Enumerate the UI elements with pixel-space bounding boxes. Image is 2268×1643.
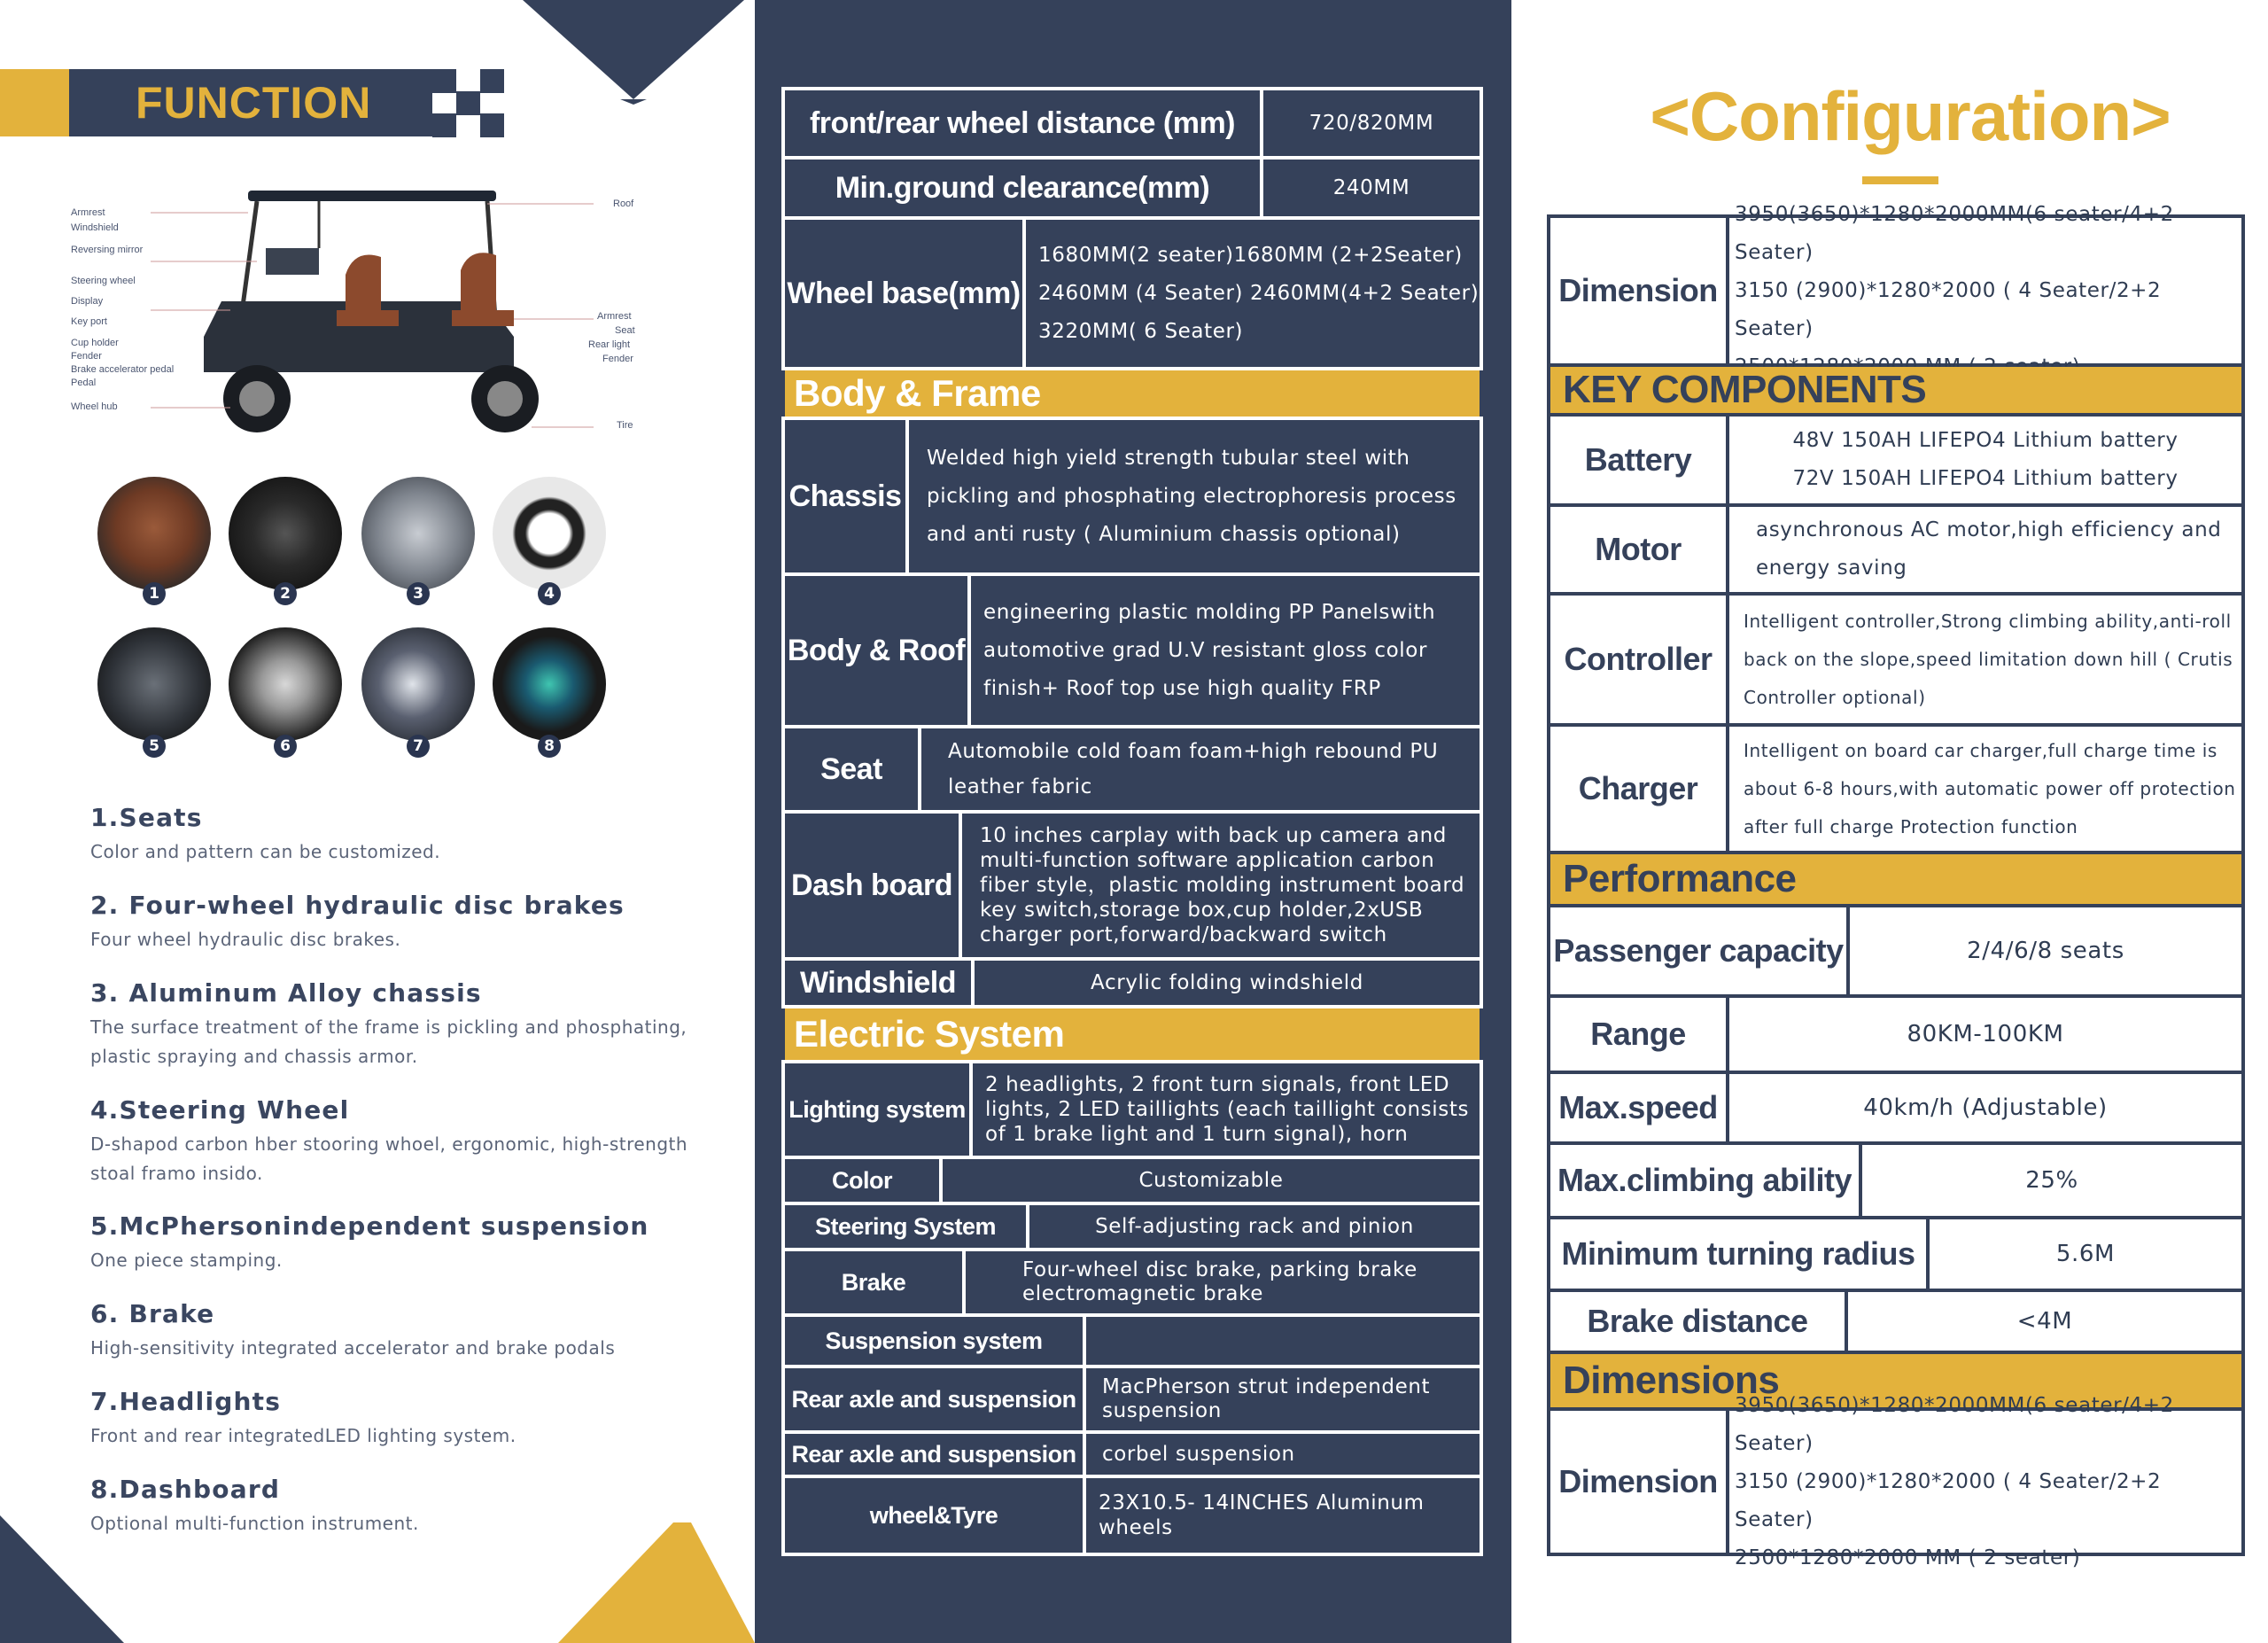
spec-label: Windshield — [785, 961, 975, 1005]
spec-row-rear-axle-1 — [781, 1365, 1483, 1434]
feature-item — [90, 1387, 711, 1451]
spec-row-chassis — [781, 417, 1483, 576]
right-panel — [1511, 0, 2268, 1643]
config-row-climbing — [1547, 1141, 2245, 1219]
spec-row-ground-clearance — [781, 156, 1483, 220]
feature-title: 7.Headlights — [90, 1387, 282, 1416]
diagram-label: Roof — [613, 199, 634, 209]
spec-label: wheel&Tyre — [785, 1478, 1086, 1553]
config-label: Motor — [1550, 507, 1729, 592]
diagram-label: Fender — [602, 354, 633, 364]
middle-panel — [755, 0, 1511, 1643]
seats-thumb — [97, 477, 211, 590]
feature-item — [90, 1211, 711, 1275]
feature-desc: The surface treatment of the frame is pickling and phosphating, plastic spraying and chassis armor. — [90, 1016, 687, 1067]
config-row-passenger — [1547, 904, 2245, 998]
diagram-label: Seat — [615, 325, 635, 336]
spec-label: front/rear wheel distance (mm) — [785, 90, 1263, 156]
left-panel — [0, 0, 755, 1643]
config-row-dimension-top — [1547, 202, 2245, 367]
spec-row-seat — [781, 725, 1483, 814]
spec-row-steering — [781, 1202, 1483, 1251]
spec-label: Steering System — [785, 1205, 1029, 1248]
feature-desc: Color and pattern can be customized. — [90, 841, 441, 862]
diagram-label: Rear light — [588, 339, 631, 350]
top-triangle-decor — [523, 0, 755, 105]
config-label: Range — [1550, 998, 1729, 1071]
spec-value: Automobile cold foam foam+high rebound PU leather fabric — [948, 740, 1439, 798]
feature-item — [90, 1299, 711, 1363]
spec-value: engineering plastic molding PP Panelswith automotive grad U.V resistant gloss color finish+ Roof top use high quality FRP — [983, 600, 1436, 700]
config-value: Intelligent on board car charger,full charge time is about 6-8 hours,with automatic power off protection after full charge Protection function — [1744, 739, 2236, 837]
feature-desc: One piece stamping. — [90, 1250, 283, 1271]
brake-pedal-thumb — [229, 627, 342, 741]
section-electric-system: Electric System — [785, 1008, 1480, 1060]
config-value: asynchronous AC motor,high efficiency and energy saving — [1756, 518, 2222, 580]
feature-item — [90, 978, 711, 1071]
config-label: Battery — [1550, 417, 1729, 503]
feature-desc: Front and rear integratedLED lighting system. — [90, 1425, 517, 1446]
config-row-dimension-bottom — [1547, 1407, 2245, 1569]
spec-row-lighting — [781, 1060, 1483, 1159]
thumb-number: 5 — [143, 735, 166, 758]
diagram-label: Key port — [71, 316, 107, 327]
spec-value: 1680MM(2 seater)1680MM (2+2Seater) 2460MM (4 Seater) 2460MM(4+2 Seater) 3220MM( 6 Seater) — [1038, 243, 1480, 343]
spec-row-brake — [781, 1248, 1483, 1317]
spec-value: Self-adjusting rack and pinion — [1095, 1214, 1414, 1238]
title-underline — [1862, 176, 1938, 184]
configuration-title: <Configuration> — [1650, 77, 2171, 155]
spec-row-suspension — [781, 1313, 1483, 1368]
spec-value: Customizable — [1138, 1168, 1284, 1192]
feature-desc: High-sensitivity integrated accelerator and brake podals — [90, 1337, 616, 1359]
spec-value: 23X10.5- 14INCHES Aluminum wheels — [1099, 1491, 1425, 1539]
brakes-thumb — [229, 477, 342, 590]
section-performance: Performance — [1547, 854, 2245, 904]
feature-item — [90, 891, 711, 954]
config-value: 48V 150AH LIFEPO4 Lithium battery 72V 150AH LIFEPO4 Lithium battery — [1792, 429, 2179, 490]
diagram-label: Windshield — [71, 222, 119, 233]
config-row-max-speed — [1547, 1071, 2245, 1145]
thumb-number: 6 — [274, 735, 297, 758]
diagram-label: Armrest — [597, 311, 632, 322]
spec-value: 240MM — [1332, 175, 1410, 199]
spec-label: Dash board — [785, 814, 962, 957]
config-label: Brake distance — [1550, 1292, 1848, 1351]
config-label: Charger — [1550, 727, 1729, 851]
config-label: Max.speed — [1550, 1074, 1729, 1141]
thumb-number: 2 — [274, 582, 297, 605]
spec-label: Rear axle and suspension — [785, 1434, 1086, 1475]
spec-label: Seat — [785, 728, 921, 810]
config-row-brake-distance — [1547, 1289, 2245, 1354]
golf-cart-image — [71, 177, 638, 443]
feature-desc: Four wheel hydraulic disc brakes. — [90, 929, 401, 950]
diagram-label: Fender — [71, 351, 102, 362]
spec-label: Body & Roof — [785, 576, 971, 725]
spec-value: 10 inches carplay with back up camera and multi-function software application carbon fiber style，plastic molding instrument board key switch,storage box,cup holder,2xUSB charger port,forward/backward switch — [980, 824, 1465, 946]
spec-row-wheel-tyre — [781, 1475, 1483, 1556]
section-dimensions: Dimensions — [1547, 1354, 2245, 1407]
diagram-label: Tire — [617, 420, 633, 431]
feature-title: 1.Seats — [90, 803, 203, 832]
feature-item — [90, 1095, 711, 1188]
config-row-range — [1547, 994, 2245, 1074]
spec-label: Brake — [785, 1251, 966, 1313]
feature-item — [90, 1475, 711, 1538]
feature-item — [90, 803, 711, 867]
config-label: Dimension — [1550, 218, 1729, 363]
config-label: Passenger capacity — [1550, 907, 1850, 994]
function-title: FUNCTION — [136, 78, 372, 128]
thumb-number: 3 — [407, 582, 430, 605]
spec-row-rear-axle-2 — [781, 1430, 1483, 1478]
config-row-turning — [1547, 1216, 2245, 1292]
spec-row-dash-board — [781, 810, 1483, 961]
title-gold-block — [0, 69, 69, 136]
dashboard-thumb — [493, 627, 606, 741]
diagram-label: Display — [71, 296, 104, 307]
spec-label: Wheel base(mm) — [785, 220, 1026, 367]
config-label: Dimension — [1550, 1411, 1729, 1553]
config-row-controller — [1547, 592, 2245, 727]
spec-label: Lighting system — [785, 1063, 973, 1156]
spec-row-color — [781, 1156, 1483, 1205]
config-label: Max.climbing ability — [1550, 1145, 1862, 1216]
spec-value: Four-wheel disc brake, parking brake electromagnetic brake — [1022, 1258, 1418, 1305]
diagram-label: Pedal — [71, 378, 97, 388]
thumb-number: 8 — [538, 735, 561, 758]
spec-label: Min.ground clearance(mm) — [785, 160, 1263, 216]
config-row-motor — [1547, 503, 2245, 596]
spec-label: Chassis — [785, 420, 909, 572]
feature-title: 8.Dashboard — [90, 1475, 281, 1504]
spec-value: 720/820MM — [1309, 111, 1434, 135]
config-value: 25% — [2025, 1166, 2078, 1194]
feature-desc: D-shapod carbon hber stooring whoel, ergonomic, high-strength stoal framo insido. — [90, 1133, 688, 1184]
diagram-label: Wheel hub — [71, 401, 118, 412]
config-value: Seater) 3150 (2900)*1280*2000 ( 4 Seater/2+2 Seater) 2500*1280*2000 MM ( 2 seater) — [1735, 1431, 2162, 1569]
thumb-number: 7 — [407, 735, 430, 758]
diagram-label: Steering wheel — [71, 276, 136, 286]
config-label: Minimum turning radius — [1550, 1219, 1930, 1289]
feature-title: 4.Steering Wheel — [90, 1095, 350, 1125]
function-title-bar — [69, 69, 432, 136]
config-value: 40km/h (Adjustable) — [1863, 1094, 2108, 1121]
config-value: 3950(3650)*1280*2000MM(6 seater/4+2 Seater) 3150 (2900)*1280*2000 ( 4 Seater/2+2 Seater) — [1735, 202, 2174, 340]
config-label: Controller — [1550, 596, 1729, 723]
spec-value — [1086, 1317, 1480, 1365]
spec-value: Welded high yield strength tubular steel with pickling and phosphating electrophoresis process and anti rusty ( Aluminium chassis optional) — [927, 446, 1456, 546]
spec-row-body-roof — [781, 572, 1483, 728]
spec-value: corbel suspension — [1102, 1442, 1295, 1466]
spec-label: Rear axle and suspension — [785, 1368, 1086, 1430]
config-value: 80KM-100KM — [1907, 1020, 2064, 1047]
feature-title: 6. Brake — [90, 1299, 215, 1328]
chassis-thumb — [361, 477, 475, 590]
spec-row-wheel-base — [781, 216, 1483, 370]
steering-wheel-thumb — [493, 477, 606, 590]
section-key-components: KEY COMPONENTS — [1547, 367, 2245, 413]
golf-cart-diagram — [71, 177, 638, 443]
headlight-thumb — [361, 627, 475, 741]
thumb-number: 1 — [143, 582, 166, 605]
config-value: <4M — [2016, 1307, 2073, 1335]
thumb-number: 4 — [538, 582, 561, 605]
spec-value: MacPherson strut independent suspension — [1102, 1375, 1431, 1422]
spec-value: 2 headlights, 2 front turn signals, front LED lights, 2 LED taillights (each taillight consists of 1 brake light and 1 turn signal), horn — [985, 1073, 1470, 1146]
spec-row-windshield — [781, 957, 1483, 1008]
feature-desc: Optional multi-function instrument. — [90, 1513, 419, 1534]
spec-row-wheel-distance — [781, 87, 1483, 160]
diagram-label: Brake accelerator pedal — [71, 364, 175, 375]
suspension-thumb — [97, 627, 211, 741]
feature-title: 5.McPhersonindependent suspension — [90, 1211, 649, 1241]
diagram-label: Cup holder — [71, 338, 119, 348]
config-row-battery — [1547, 413, 2245, 507]
diagram-label: Armrest — [71, 207, 105, 218]
spec-value: Acrylic folding windshield — [1091, 970, 1363, 994]
config-value: Intelligent controller,Strong climbing ability,anti-roll back on the slope,speed limitation down hill ( Crutis Controller optional) — [1744, 610, 2233, 708]
spec-label: Color — [785, 1159, 943, 1202]
feature-title: 2. Four-wheel hydraulic disc brakes — [90, 891, 625, 920]
diagram-label: Reversing mirror — [71, 245, 144, 255]
spec-label: Suspension system — [785, 1317, 1086, 1365]
section-body-frame: Body & Frame — [785, 370, 1480, 417]
config-row-charger — [1547, 723, 2245, 854]
feature-title: 3. Aluminum Alloy chassis — [90, 978, 482, 1008]
config-value: 2/4/6/8 seats — [1967, 937, 2124, 964]
config-value: 5.6M — [2055, 1240, 2116, 1267]
